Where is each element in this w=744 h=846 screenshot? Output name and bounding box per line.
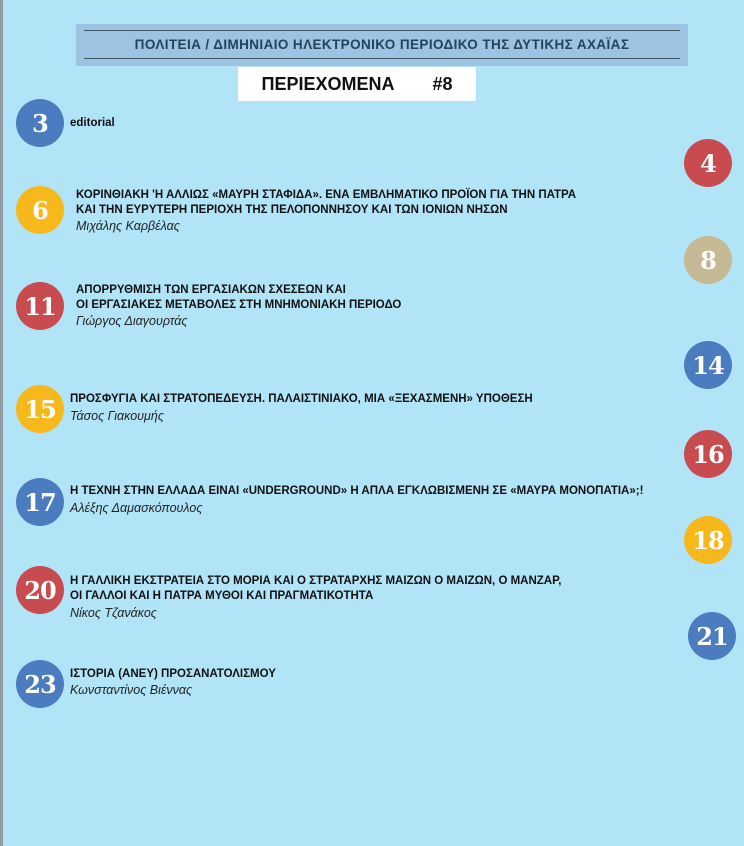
page-badge-20: 20 (16, 566, 64, 614)
issue-number: #8 (432, 73, 453, 94)
contents-title: ΠΕΡΙΕΧΟΜΕΝΑ (261, 73, 395, 94)
entry-title-line-1: ΚΟΡΙΝΘΙΑΚΗ 'Η ΑΛΛΙΩΣ «ΜΑΥΡΗ ΣΤΑΦΙΔΑ». ΕΝΑ ΕΜΒΛΗΜΑΤΙΚΟ ΠΡΟΪΟΝ ΓΙΑ ΤΗΝ ΠΑΤΡΑ (76, 189, 577, 201)
entry-author: Νίκος Τζανάκος (70, 606, 157, 620)
entry-author: Τάσος Γιακουμής (70, 409, 164, 423)
entry-title: editorial (70, 117, 115, 129)
entry-title-line-2: ΟΙ ΕΡΓΑΣΙΑΚΕΣ ΜΕΤΑΒΟΛΕΣ ΣΤΗ ΜΝΗΜΟΝΙΑΚΗ ΠΕΡΙΟΔΟ (76, 299, 402, 311)
masthead-text: ΠΟΛΙΤΕΙΑ / ΔΙΜΗΝΙΑΙΟ ΗΛΕΚΤΡΟΝΙΚΟ ΠΕΡΙΟΔΙΚΟ ΤΗΣ ΔΥΤΙΚΗΣ ΑΧΑΪΑΣ (134, 37, 630, 52)
page-badge-4: 4 (684, 139, 732, 187)
banner-rule-bottom (84, 58, 680, 59)
entry-title: ΙΣΤΟΡΙΑ (ΑΝΕΥ) ΠΡΟΣΑΝΑΤΟΛΙΣΜΟΥ (70, 668, 276, 680)
page-badge-21: 21 (688, 612, 736, 660)
entry-title: ΠΡΟΣΦΥΓΙΑ ΚΑΙ ΣΤΡΑΤΟΠΕΔΕΥΣΗ. ΠΑΛΑΙΣΤΙΝΙΑΚΟ, ΜΙΑ «ΞΕΧΑΣΜΕΝΗ» ΥΠΟΘΕΣΗ (70, 393, 533, 405)
page-badge-8: 8 (684, 236, 732, 284)
entry-author: Μιχάλης Καρβέλας (76, 219, 180, 233)
entry-author: Κωνσταντίνος Βιέννας (70, 683, 193, 697)
page-badge-17: 17 (16, 478, 64, 526)
banner-rule-top (84, 30, 680, 31)
masthead-banner (76, 24, 688, 66)
entry-title-line-2: ΟΙ ΓΑΛΛΟΙ ΚΑΙ Η ΠΑΤΡΑ ΜΥΘΟΙ ΚΑΙ ΠΡΑΓΜΑΤΙΚΟΤΗΤΑ (70, 590, 374, 602)
page-badge-15: 15 (16, 385, 64, 433)
page-badge-14: 14 (684, 341, 732, 389)
page-badge-6: 6 (16, 186, 64, 234)
page-badge-16: 16 (684, 430, 732, 478)
entry-title-line-1: ΑΠΟΡΡΥΘΜΙΣΗ ΤΩΝ ΕΡΓΑΣΙΑΚΩΝ ΣΧΕΣΕΩΝ ΚΑΙ (76, 284, 346, 296)
entry-title-line-1: Η ΓΑΛΛΙΚΗ ΕΚΣΤΡΑΤΕΙΑ ΣΤΟ ΜΟΡΙΑ ΚΑΙ Ο ΣΤΡΑΤΑΡΧΗΣ ΜΑΙΖΩΝ Ο ΜΑΙΖΩΝ, Ο ΜΑΝΖΑΡ, (70, 575, 562, 587)
page-badge-23: 23 (16, 660, 64, 708)
entry-author: Αλέξης Δαμασκόπουλος (70, 501, 203, 515)
page-badge-3: 3 (16, 99, 64, 147)
page-badge-11: 11 (16, 282, 64, 330)
entry-author: Γιώργος Διαγουρτάς (76, 314, 188, 328)
page-badge-18: 18 (684, 516, 732, 564)
contents-title-box (238, 67, 476, 101)
entry-title-line-2: ΚΑΙ ΤΗΝ ΕΥΡΥΤΕΡΗ ΠΕΡΙΟΧΗ ΤΗΣ ΠΕΛΟΠΟΝΝΗΣΟΥ ΚΑΙ ΤΩΝ ΙΟΝΙΩΝ ΝΗΣΩΝ (76, 204, 508, 216)
left-edge-bar (0, 0, 3, 846)
entry-title: Η ΤΕΧΝΗ ΣΤΗΝ ΕΛΛΑΔΑ ΕΙΝΑΙ «UNDERGROUND» Η ΑΠΛΑ ΕΓΚΛΩΒΙΣΜΕΝΗ ΣΕ «ΜΑΥΡΑ ΜΟΝΟΠΑΤΙΑ»;! (70, 485, 644, 497)
